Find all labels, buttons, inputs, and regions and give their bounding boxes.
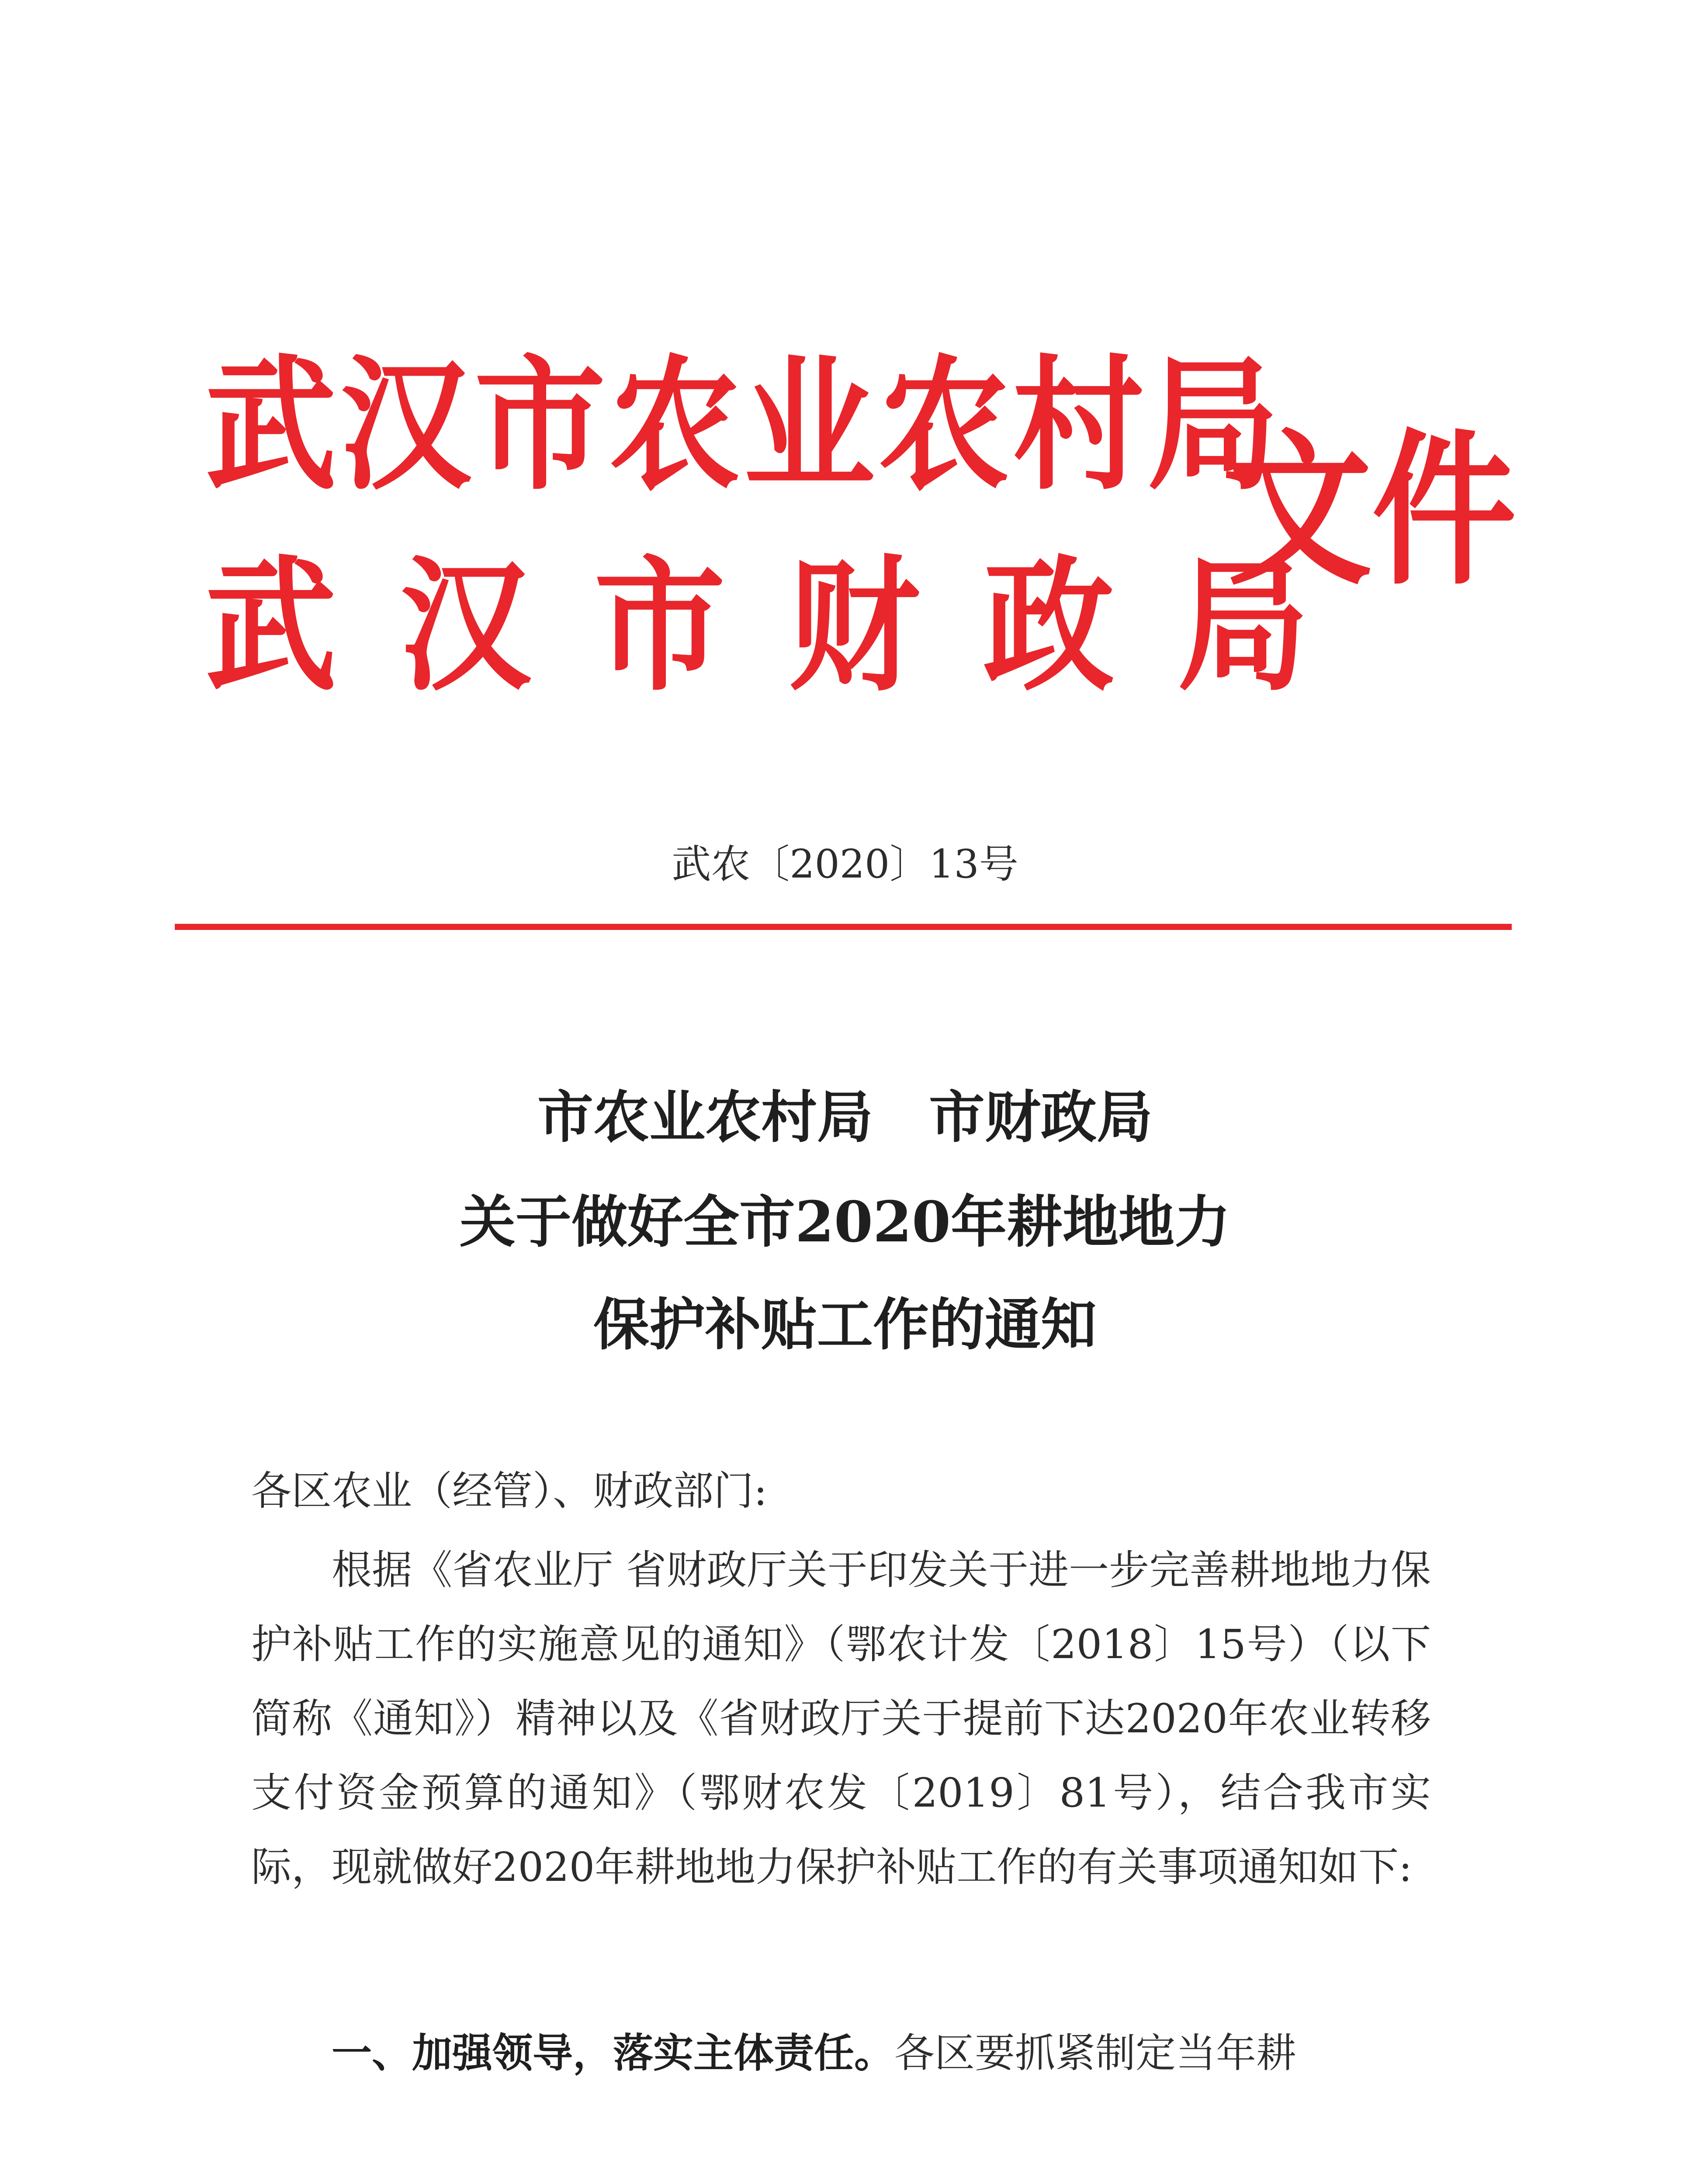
salutation: 各区农业（经管）、财政部门: — [251, 1468, 767, 1514]
title-line-1: 市农业农村局 市财政局 — [537, 1085, 1153, 1150]
section-1-heading: 一、加强领导，落实主体责任。 — [332, 2029, 895, 2077]
document-suffix: 文件 — [1228, 414, 1516, 608]
title-line-3: 保护补贴工作的通知 — [593, 1292, 1097, 1358]
section-1-text: 各区要抓紧制定当年耕 — [894, 2030, 1297, 2077]
document-number: 武农〔2020〕13号 — [672, 841, 1018, 887]
body-paragraph: 根据《省农业厅 省财政厅关于印发关于进一步完善耕地地力保护补贴工作的实施意见的通知》（鄂农计发〔2018〕15号）（以下简称《通知》）精神以及《省财政厅关于提前下达2020年农业转移支付资金预算的通知》（鄂财农发〔2019〕81号），结合我市实际，现就做好2020年耕地地力保护补贴工作的有关事项通知如下: — [251, 1547, 1431, 1890]
red-divider — [175, 924, 1512, 930]
issuer-line-finance: 武汉市财政局 — [205, 543, 1372, 711]
title-line-2: 关于做好全市2020年耕地地力 — [459, 1189, 1231, 1255]
section-1 — [251, 2016, 1431, 2091]
issuer-line-agriculture: 武汉市农业农村局 — [205, 342, 1282, 510]
